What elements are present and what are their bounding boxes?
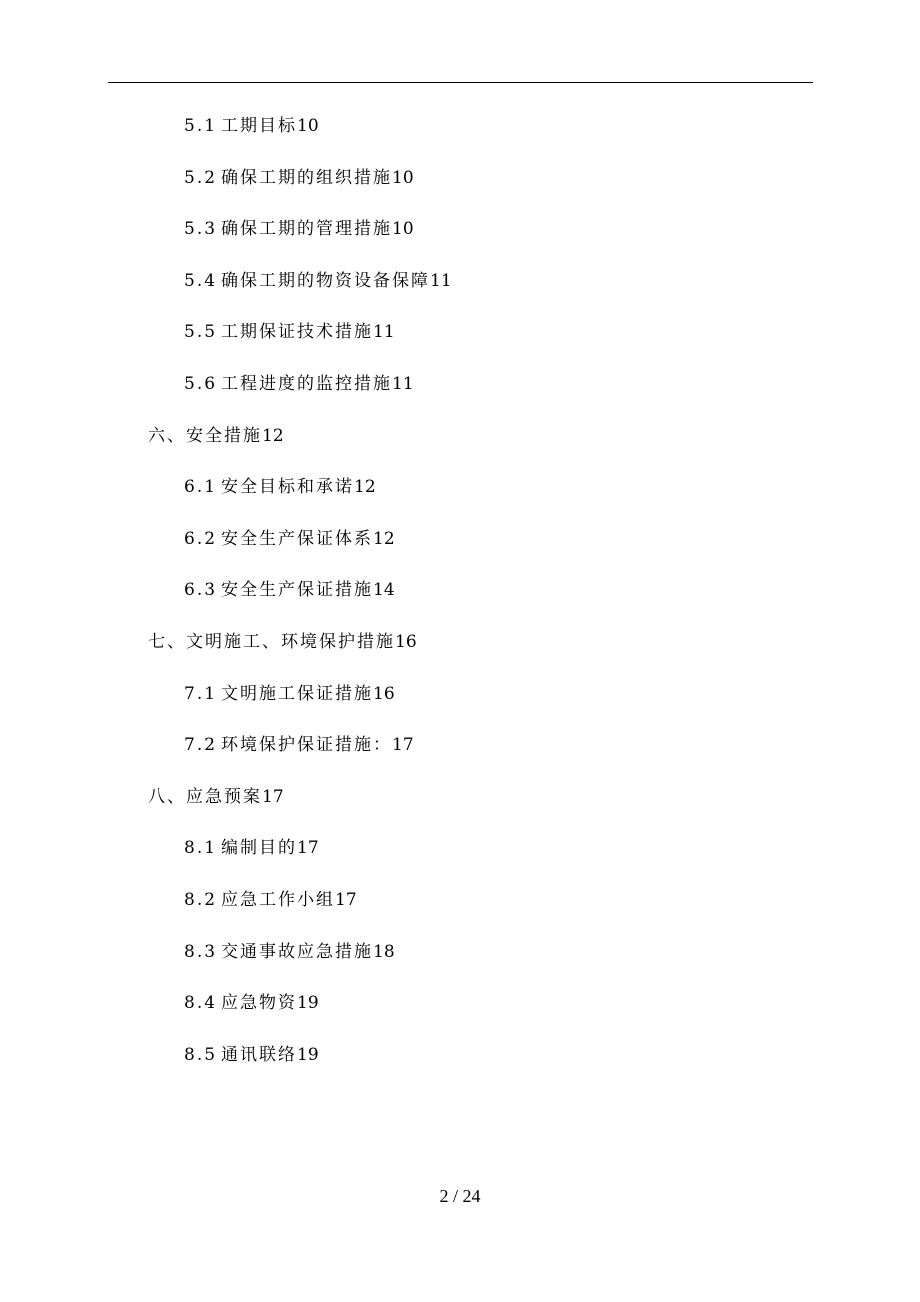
toc-entry[interactable] bbox=[0, 471, 920, 523]
toc-entry-title: 确保工期的组织措施 bbox=[221, 167, 393, 188]
toc-entry[interactable] bbox=[0, 368, 920, 420]
toc-entry-number: 8.3 bbox=[184, 941, 218, 962]
toc-entry-number: 6.2 bbox=[184, 528, 218, 549]
toc-entry-number: 8.5 bbox=[184, 1044, 218, 1065]
toc-entry-page: 17 bbox=[262, 786, 284, 807]
toc-entry-page: 12 bbox=[262, 425, 284, 446]
toc-entry-title: 六、安全措施 bbox=[148, 425, 262, 446]
toc-entry-page: 16 bbox=[373, 683, 395, 704]
table-of-contents bbox=[0, 110, 920, 1090]
toc-entry[interactable] bbox=[0, 832, 920, 884]
toc-entry-page: 11 bbox=[430, 270, 452, 291]
toc-entry-title: 安全生产保证体系 bbox=[221, 528, 374, 549]
toc-entry[interactable] bbox=[0, 781, 920, 833]
toc-entry-title: 工期目标 bbox=[221, 116, 298, 136]
toc-entry-number: 5.1 bbox=[184, 116, 218, 136]
toc-entry-number: 6.1 bbox=[184, 477, 218, 498]
header-rule bbox=[108, 82, 813, 83]
toc-entry[interactable] bbox=[0, 213, 920, 265]
toc-entry[interactable] bbox=[0, 884, 920, 936]
toc-entry[interactable] bbox=[0, 574, 920, 626]
toc-entry[interactable] bbox=[0, 162, 920, 214]
toc-entry-page: 17 bbox=[392, 735, 414, 756]
toc-entry-page: 17 bbox=[335, 889, 357, 910]
toc-entry-title: 环境保护保证措施： bbox=[221, 735, 393, 756]
toc-entry-number: 5.5 bbox=[184, 322, 218, 343]
toc-entry-number: 5.2 bbox=[184, 167, 218, 188]
toc-entry-number: 8.2 bbox=[184, 889, 218, 910]
toc-entry[interactable] bbox=[0, 729, 920, 781]
toc-entry-number: 5.6 bbox=[184, 373, 218, 394]
toc-entry-page: 11 bbox=[392, 373, 414, 394]
toc-entry-page: 10 bbox=[297, 116, 319, 136]
toc-entry-number: 5.3 bbox=[184, 219, 218, 240]
toc-entry[interactable] bbox=[0, 626, 920, 678]
toc-entry[interactable] bbox=[0, 110, 920, 162]
toc-entry[interactable] bbox=[0, 936, 920, 988]
toc-entry-title: 工程进度的监控措施 bbox=[221, 373, 393, 394]
toc-entry-page: 12 bbox=[373, 528, 395, 549]
toc-entry-number: 7.2 bbox=[184, 735, 218, 756]
toc-entry[interactable] bbox=[0, 523, 920, 575]
toc-entry-page: 12 bbox=[354, 477, 376, 498]
toc-entry-number: 6.3 bbox=[184, 580, 218, 601]
toc-entry-title: 交通事故应急措施 bbox=[221, 941, 374, 962]
toc-entry-title: 应急工作小组 bbox=[221, 889, 336, 910]
toc-entry-page: 11 bbox=[373, 322, 395, 343]
toc-entry-title: 编制目的 bbox=[221, 838, 298, 859]
toc-entry-page: 19 bbox=[297, 1044, 319, 1065]
toc-entry-number: 7.1 bbox=[184, 683, 218, 704]
toc-entry-number: 8.4 bbox=[184, 993, 218, 1014]
toc-entry[interactable] bbox=[0, 987, 920, 1039]
toc-entry-page: 18 bbox=[373, 941, 395, 962]
toc-entry-title: 文明施工保证措施 bbox=[221, 683, 374, 704]
toc-entry-number: 8.1 bbox=[184, 838, 218, 859]
toc-entry-page: 14 bbox=[373, 580, 395, 601]
toc-entry-page: 10 bbox=[392, 219, 414, 240]
toc-entry-title: 安全生产保证措施 bbox=[221, 580, 374, 601]
toc-entry-title: 确保工期的物资设备保障 bbox=[221, 270, 431, 291]
toc-entry-page: 17 bbox=[297, 838, 319, 859]
toc-entry-number: 5.4 bbox=[184, 270, 218, 291]
toc-entry-title: 八、应急预案 bbox=[148, 786, 262, 807]
toc-entry-title: 七、文明施工、环境保护措施 bbox=[148, 631, 395, 652]
toc-entry[interactable] bbox=[0, 1039, 920, 1091]
toc-entry-title: 应急物资 bbox=[221, 993, 298, 1014]
toc-entry-title: 安全目标和承诺 bbox=[221, 477, 355, 498]
toc-entry-title: 确保工期的管理措施 bbox=[221, 219, 393, 240]
toc-entry-page: 19 bbox=[297, 993, 319, 1014]
toc-entry[interactable] bbox=[0, 420, 920, 472]
toc-entry-title: 通讯联络 bbox=[221, 1044, 298, 1065]
toc-entry-page: 10 bbox=[392, 167, 414, 188]
page-number: 2 / 24 bbox=[439, 1186, 481, 1206]
toc-entry[interactable] bbox=[0, 316, 920, 368]
toc-entry-page: 16 bbox=[395, 631, 417, 652]
toc-entry[interactable] bbox=[0, 678, 920, 730]
toc-entry-title: 工期保证技术措施 bbox=[221, 322, 374, 343]
toc-entry[interactable] bbox=[0, 265, 920, 317]
